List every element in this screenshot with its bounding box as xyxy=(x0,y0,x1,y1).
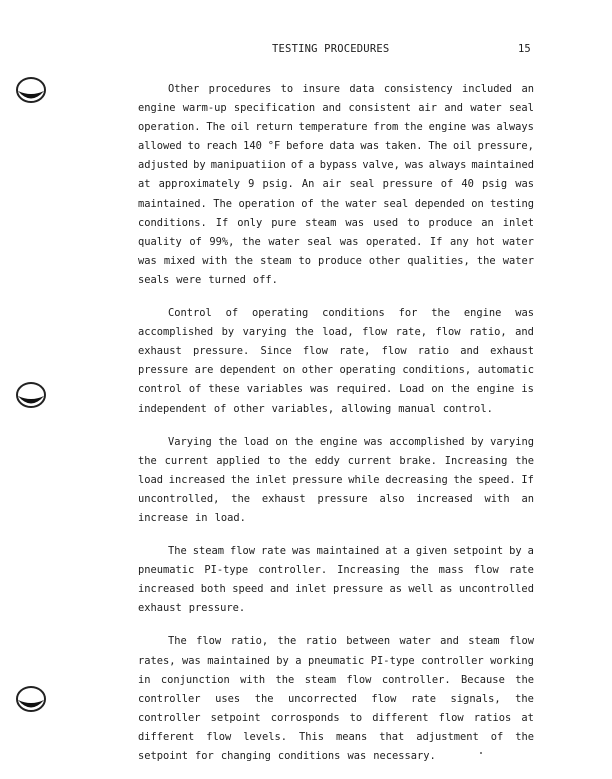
text-line: different flow levels. This means that adjustment of the xyxy=(138,730,534,743)
text-line: increase in load. xyxy=(138,511,246,524)
text-line: Other procedures to insure data consistency included an xyxy=(168,83,534,95)
text-line: operation. The oil return temperature from the engine was always xyxy=(138,121,534,134)
text-line: pressure are dependent on other operating conditions, automatic xyxy=(138,364,534,377)
text-line: engine warm-up specification and consistent air and water seal xyxy=(138,102,534,115)
text-line: seals were turned off. xyxy=(138,273,278,286)
page-number: 15 xyxy=(518,43,531,55)
text-line: Control of operating conditions for the engine was xyxy=(168,307,534,320)
page-header-title: TESTING PROCEDURES xyxy=(272,43,390,55)
text-line: adjusted by manipuatiion of a bypass valve, was always maintained xyxy=(138,159,534,172)
text-line: exhaust pressure. Since flow rate, flow ratio and exhaust xyxy=(138,345,534,358)
paragraph-gap xyxy=(138,419,534,433)
punch-hole-icon xyxy=(14,75,48,105)
paragraph xyxy=(138,632,534,766)
text-line: The steam flow rate was maintained at a given setpoint by a xyxy=(168,545,534,558)
text-line: independent of other variables, allowing manual control. xyxy=(138,402,493,415)
text-line: exhaust pressure. xyxy=(138,602,246,615)
text-line: in conjunction with the steam flow controller. Because the xyxy=(138,673,534,686)
text-line: pneumatic PI-type controller. Increasing the mass flow rate xyxy=(138,564,534,577)
paragraph-gap xyxy=(138,290,534,304)
text-line: was mixed with the steam to produce other qualities, the water xyxy=(138,254,534,267)
text-line: at approximately 9 psig. An air seal pressure of 40 psig was xyxy=(138,178,534,191)
text-line: quality of 99%, the water seal was operated. If any hot water xyxy=(138,235,534,248)
paragraph xyxy=(138,433,534,528)
text-line: conditions. If only pure steam was used to produce an inlet xyxy=(138,216,534,229)
text-line: allowed to reach 140 °F before data was taken. The oil pressure, xyxy=(138,140,534,153)
text-line: control of these variables was required. Load on the engine is xyxy=(138,383,534,396)
text-line: rates, was maintained by a pneumatic PI-type controller working xyxy=(138,654,534,667)
paragraph xyxy=(138,542,534,618)
text-line: maintained. The operation of the water seal depended on testing xyxy=(138,197,534,210)
text-line: uncontrolled, the exhaust pressure also increased with an xyxy=(138,492,534,505)
text-line: controller setpoint corrosponds to different flow ratios at xyxy=(138,711,534,724)
text-line: load increased the inlet pressure while decreasing the speed. If xyxy=(138,473,534,486)
text-line: the current applied to the eddy current brake. Increasing the xyxy=(138,454,534,467)
punch-hole-icon xyxy=(14,684,48,714)
text-line: setpoint for changing conditions was necessary. xyxy=(138,750,436,762)
paragraph xyxy=(138,80,534,290)
text-line: increased both speed and inlet pressure as well as uncontrolled xyxy=(138,583,534,596)
punch-hole-icon xyxy=(14,380,48,410)
text-line: The flow ratio, the ratio between water and steam flow xyxy=(168,635,534,648)
text-line: Varying the load on the engine was accomplished by varying xyxy=(168,435,534,448)
paragraph xyxy=(138,304,534,419)
paragraph-gap xyxy=(138,618,534,632)
paragraph-gap xyxy=(138,528,534,542)
document-body xyxy=(138,80,534,766)
text-line: accomplished by varying the load, flow rate, flow ratio, and xyxy=(138,326,534,339)
text-line: controller uses the uncorrected flow rate signals, the xyxy=(138,692,534,705)
